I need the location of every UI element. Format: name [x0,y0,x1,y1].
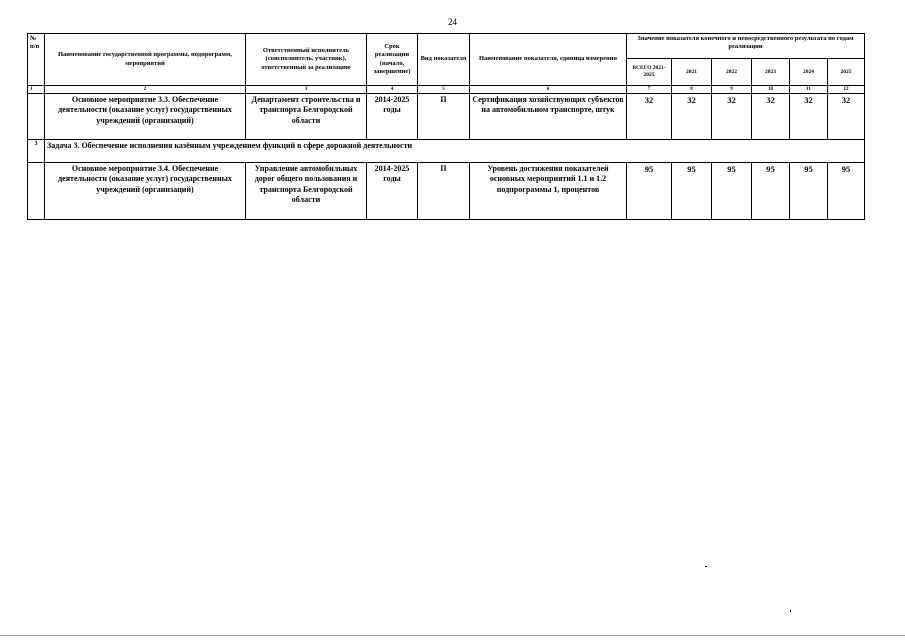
column-number: 5 [418,86,470,94]
row-value: 32 [627,94,672,140]
column-number: 1 [28,86,45,94]
task-row [28,140,865,163]
header-name: Наименование государственной программы, подпрограмм, мероприятий [45,34,246,86]
row-indicator: Сертификация хозяйствующих субъектов на автомобильном транспорте, штук [470,94,627,140]
header-indicator: Наименование показателя, единица измерения [470,34,627,86]
row-value: 32 [712,94,752,140]
column-number: 2 [45,86,246,94]
page-number: 24 [448,17,457,27]
table-row [28,94,865,140]
row-value: 95 [790,163,828,220]
row-num [28,163,45,220]
task-num: 3 [28,140,45,163]
row-value: 32 [828,94,865,140]
row-num [28,94,45,140]
column-number: 6 [470,86,627,94]
row-executor: Управление автомобильных дорог общего пользования и транспорта Белгородской области [246,163,367,220]
row-period: 2014-2025 годы [367,94,418,140]
row-value: 95 [712,163,752,220]
column-number: 12 [828,86,865,94]
column-number: 10 [752,86,790,94]
header-year: 2022 [712,59,752,86]
row-value: 32 [752,94,790,140]
scan-speck [790,610,791,612]
column-number: 11 [790,86,828,94]
column-number: 8 [672,86,712,94]
header-values-group: Значение показателя конечного и непосредственного результата по годам реализации [627,34,865,59]
header-num: № п/п [28,34,45,86]
header-total: ВСЕГО 2021-2025 [627,59,672,86]
row-name: Основное мероприятие 3.4. Обеспечение деятельности (оказание услуг) государственных учреждений (организаций) [45,163,246,220]
row-value: 95 [672,163,712,220]
row-period: 2014-2025 годы [367,163,418,220]
row-value: 95 [828,163,865,220]
row-value: 32 [672,94,712,140]
row-type: П [418,163,470,220]
row-value: 95 [627,163,672,220]
header-year: 2024 [790,59,828,86]
indicators-table [27,33,865,220]
header-executor: Ответственный исполнитель (соисполнитель, участник), ответственный за реализацию [246,34,367,86]
header-row [28,34,865,59]
column-number: 3 [246,86,367,94]
header-year: 2023 [752,59,790,86]
row-value: 95 [752,163,790,220]
row-executor: Департамент строительства и транспорта Белгородской области [246,94,367,140]
row-type: П [418,94,470,140]
row-indicator: Уровень достижения показателей основных мероприятий 1.1 и 1.2 подпрограммы 1, процентов [470,163,627,220]
task-text: Задача 3. Обеспечение исполнения казённым учреждением функций в сфере дорожной деятельности [45,140,865,163]
header-type: Вид показателя [418,34,470,86]
header-year: 2021 [672,59,712,86]
column-number: 7 [627,86,672,94]
scan-edge-line [0,635,905,636]
column-number: 4 [367,86,418,94]
scan-speck [705,566,707,567]
row-value: 32 [790,94,828,140]
column-number: 9 [712,86,752,94]
header-year: 2025 [828,59,865,86]
column-numbers-row [28,86,865,94]
table-row [28,163,865,220]
row-name: Основное мероприятие 3.3. Обеспечение деятельности (оказание услуг) государственных учреждений (организаций) [45,94,246,140]
header-period: Срок реализации (начало, завершение) [367,34,418,86]
